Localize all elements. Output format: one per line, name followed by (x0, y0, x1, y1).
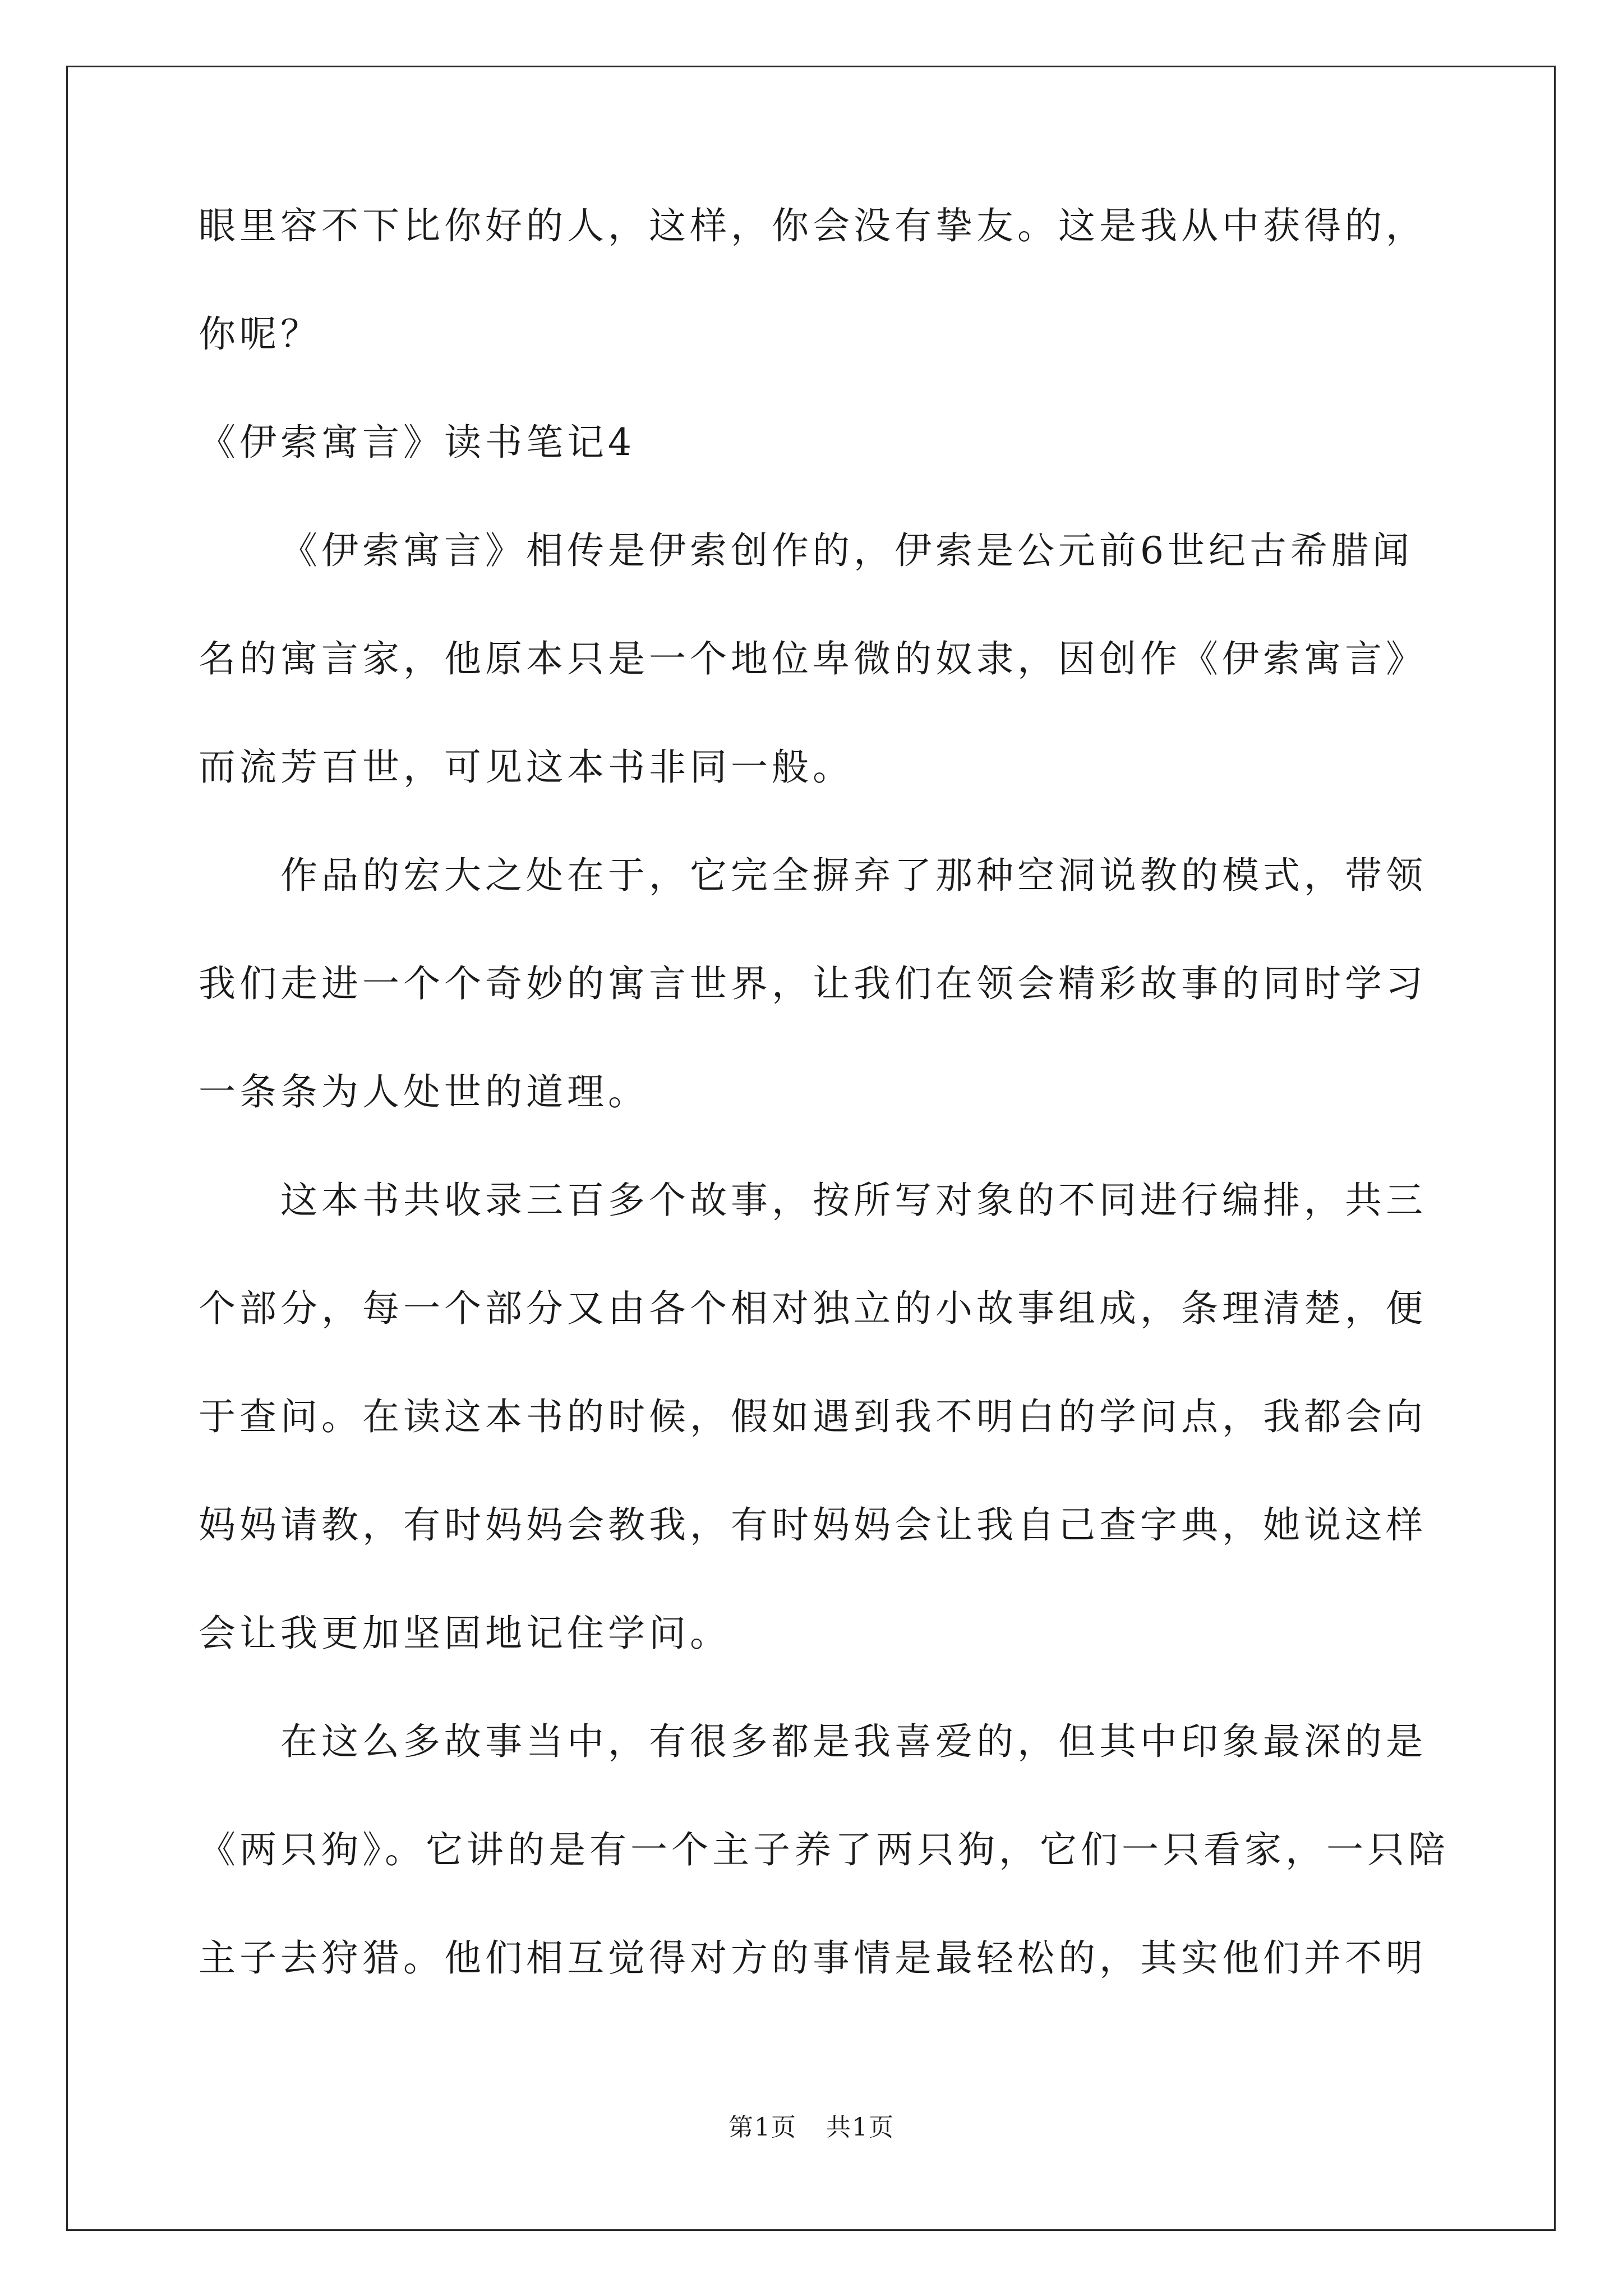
page-footer (0, 2115, 1623, 2140)
text-line: 名的寓言家，他原本只是一个地位卑微的奴隶，因创作《伊索寓言》 (199, 637, 1427, 680)
text-line: 主子去狩猎。他们相互觉得对方的事情是最轻松的，其实他们并不明 (199, 1936, 1427, 1980)
text-line: 一条条为人处世的道理。 (199, 1070, 649, 1114)
page-number: 第1页 (728, 2113, 797, 2142)
paragraph-first-line: 《伊索寓言》相传是伊索创作的，伊索是公元前6世纪古希腊闻 (280, 529, 1413, 572)
paragraph-first-line: 这本书共收录三百多个故事，按所写对象的不同进行编排，共三 (280, 1179, 1427, 1222)
text-line: 眼里容不下比你好的人，这样，你会没有挚友。这是我从中获得的， (199, 204, 1427, 247)
text-line: 会让我更加坚固地记住学问。 (199, 1612, 731, 1655)
text-line: 于查问。在读这本书的时候，假如遇到我不明白的学问点，我都会向 (199, 1395, 1427, 1438)
text-line: 我们走进一个个奇妙的寓言世界，让我们在领会精彩故事的同时学习 (199, 962, 1427, 1005)
section-heading: 《伊索寓言》读书笔记4 (199, 421, 635, 464)
text-line: 你呢？ (199, 312, 321, 356)
text-line: 而流芳百世，可见这本书非同一般。 (199, 746, 854, 789)
document-body (199, 204, 1449, 1980)
page-total: 共1页 (826, 2113, 895, 2142)
paragraph-first-line: 在这么多故事当中，有很多都是我喜爱的，但其中印象最深的是 (280, 1720, 1427, 1763)
paragraph-first-line: 作品的宏大之处在于，它完全摒弃了那种空洞说教的模式，带领 (280, 854, 1427, 897)
text-line: 妈妈请教，有时妈妈会教我，有时妈妈会让我自己查字典，她说这样 (199, 1503, 1427, 1547)
text-line: 个部分，每一个部分又由各个相对独立的小故事组成，条理清楚，便 (199, 1287, 1427, 1330)
text-line: 《两只狗》。它讲的是有一个主子养了两只狗，它们一只看家，一只陪 (199, 1828, 1449, 1871)
